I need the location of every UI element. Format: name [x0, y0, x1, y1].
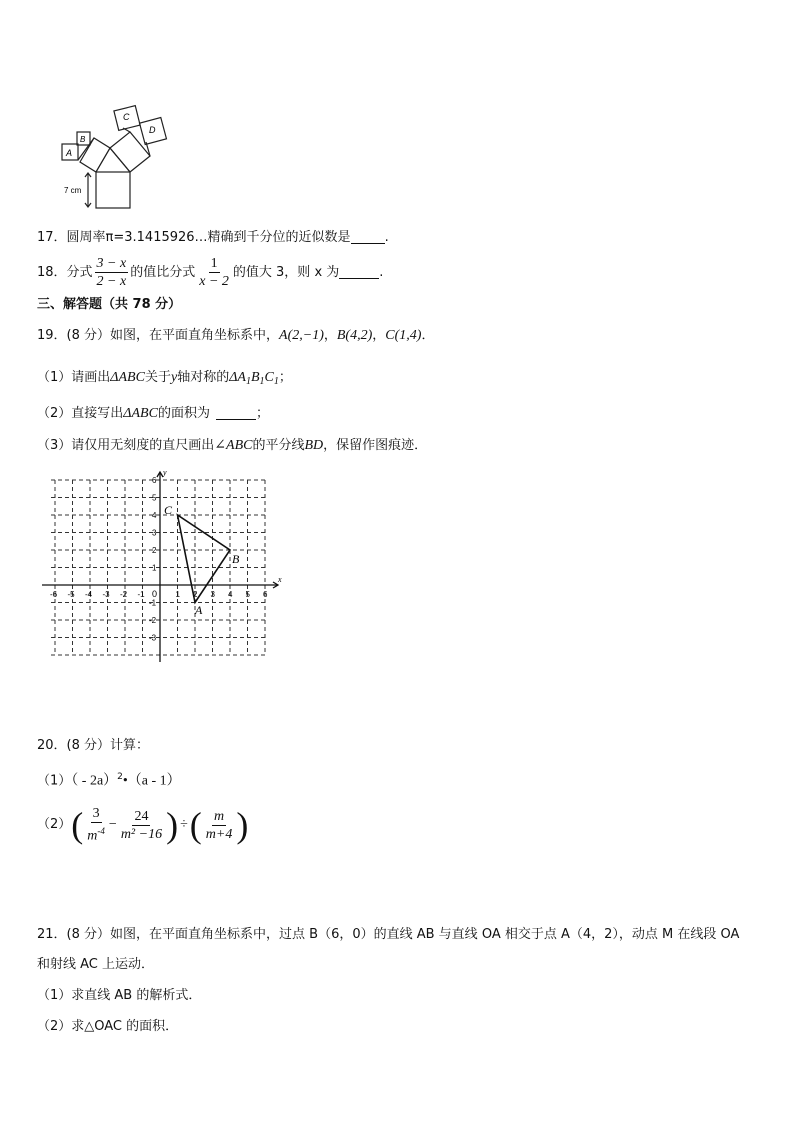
- x-tick-label: 2: [193, 590, 198, 599]
- q20-part-1: [37, 768, 181, 790]
- x-tick-label: 1: [175, 590, 180, 599]
- square-label-d: D: [149, 125, 156, 135]
- point-label-a: A: [195, 603, 203, 617]
- q20-p2-right-paren-1: ): [166, 805, 179, 845]
- q19-p2-end: ；: [255, 406, 269, 421]
- q20-p1-prefix: （1）: [37, 773, 72, 789]
- q19-p3-prefix: （3）请仅用无刻度的直尺画出: [37, 438, 215, 453]
- y-tick-label: 2: [152, 546, 157, 555]
- y-tick-label: 6: [152, 476, 157, 485]
- q20-f3-numerator: m: [213, 808, 225, 824]
- question-20-head: 20．(8 分）计算：: [37, 738, 150, 753]
- q19-p2-prefix: （2）直接写出: [37, 406, 124, 421]
- y-tick-label: 5: [152, 493, 157, 503]
- square-label-a: A: [66, 148, 73, 158]
- q20-p2-left-paren-1: (: [71, 805, 84, 845]
- y-tick-label: -1: [149, 598, 157, 608]
- q18-fraction-1: [95, 255, 129, 290]
- q19-separator-2: ，: [372, 328, 386, 343]
- pythagorean-squares-figure: [50, 98, 190, 216]
- q20-f1-den-base: m: [87, 828, 98, 844]
- q19-head-text: 19．(8 分）如图，在平面直角坐标系中，: [37, 328, 280, 343]
- q21-line-2: 和射线 AC 上运动．: [37, 957, 155, 972]
- q20-p1-exponent: 2: [117, 772, 123, 782]
- q20-f1-numerator: 3: [92, 806, 100, 822]
- q17-tail: .: [384, 230, 389, 245]
- origin-label: 0: [152, 589, 158, 599]
- axis-label-x: x: [278, 575, 282, 584]
- triangle-abc: [175, 515, 231, 603]
- q19-separator-1: ，: [323, 328, 337, 343]
- q19-p1-image-triangle: ΔA: [229, 370, 246, 385]
- section-3-title: 三、解答题（共 78 分）: [37, 297, 182, 312]
- q20-p2-left-paren-2: (: [189, 805, 202, 845]
- q19-p3-bd: BD: [304, 438, 324, 453]
- q19-p3-angle: ∠ABC: [214, 438, 253, 453]
- x-tick-label: 3: [210, 590, 215, 599]
- y-tick-label: 1: [152, 563, 157, 573]
- q19-point-c: C(1,4): [385, 328, 422, 343]
- q19-p2-mid: 的面积为: [157, 406, 210, 421]
- axis-label-y: y: [163, 468, 167, 477]
- q19-p1-sub-3: 1: [273, 376, 279, 387]
- q20-p2-minus: −: [108, 817, 117, 832]
- q20-f3-denominator: m+4: [205, 826, 233, 842]
- q18-frac1-numerator: 3 − x: [96, 256, 127, 271]
- coordinate-grid-figure: [38, 466, 288, 666]
- q19-part-1: [37, 369, 292, 391]
- q19-p1-mid: 关于: [144, 370, 171, 385]
- q19-point-b: B(4,2): [336, 328, 373, 343]
- q18-prefix: 18．分式: [37, 265, 93, 280]
- q21-line-1: 21．(8 分）如图，在平面直角坐标系中，过点 B（6，0）的直线 AB 与直线 OA 相交于点 A（4，2），动点 M 在线段 OA: [37, 927, 740, 942]
- q20-p2-fraction-1: [85, 805, 107, 845]
- q19-p2-triangle: ΔABC: [123, 406, 158, 421]
- q17-answer-blank: [351, 229, 385, 244]
- q19-p1-end: ；: [278, 370, 292, 385]
- x-tick-label: 5: [245, 590, 250, 599]
- x-tick-label: 6: [263, 590, 268, 599]
- grid-lines: [51, 480, 265, 655]
- q18-middle: 的值比分式: [130, 265, 196, 280]
- x-tick-label: 4: [228, 590, 233, 599]
- q18-suffix: 的值大 3，则 x 为: [232, 265, 340, 280]
- y-tick-label: 3: [152, 528, 157, 538]
- q18-tail: .: [379, 265, 384, 280]
- x-tick-label: -6: [50, 590, 58, 599]
- q20-p2-right-paren-2: ): [236, 805, 249, 845]
- q20-p2-fraction-2: [119, 808, 164, 843]
- q18-frac2-numerator: 1: [210, 256, 218, 271]
- q18-frac1-denominator: 2 − x: [96, 274, 127, 289]
- q19-part-3: [37, 437, 427, 455]
- q19-p1-sub-2: 1: [259, 376, 265, 387]
- q19-p1-triangle: ΔABC: [110, 370, 145, 385]
- q19-p1-c: C: [264, 370, 274, 385]
- q19-p2-answer-blank: [216, 405, 256, 420]
- q20-p2-prefix: （2）: [37, 817, 72, 832]
- point-label-c: C: [164, 503, 173, 517]
- q20-p2-fraction-3: [204, 808, 235, 843]
- x-tick-label: -1: [137, 590, 145, 599]
- q20-f2-denominator: m² −16: [120, 826, 163, 842]
- q19-p1-mid2: 轴对称的: [177, 370, 230, 385]
- x-tick-label: -3: [102, 590, 110, 599]
- point-label-b: B: [232, 552, 240, 566]
- q19-p3-end: ，保留作图痕迹．: [323, 438, 428, 453]
- square-label-b: B: [80, 135, 86, 144]
- q21-part-2: （2）求△OAC 的面积．: [37, 1019, 179, 1034]
- q17-text: 17．圆周率π=3.1415926…精确到千分位的近似数是: [37, 230, 351, 245]
- q19-p3-mid: 的平分线: [252, 438, 305, 453]
- q18-frac2-denominator: x − 2: [199, 274, 229, 289]
- q19-point-a: A(2,−1): [279, 328, 324, 343]
- q20-f1-denominator: [85, 823, 107, 845]
- q20-f1-den-exponent: -4: [97, 826, 105, 837]
- y-tick-label: -3: [149, 633, 157, 643]
- question-19-head: [37, 327, 434, 345]
- q19-p1-b: B: [250, 370, 260, 385]
- q19-head-end: ．: [421, 328, 435, 343]
- x-tick-label: -5: [67, 590, 75, 599]
- q19-p1-sub-1: 1: [245, 376, 251, 387]
- q20-part-2: [37, 803, 248, 847]
- q21-part-1: （1）求直线 AB 的解析式．: [37, 988, 202, 1003]
- q20-p1-rest: •（a - 1）: [122, 773, 181, 789]
- q20-p2-divide: ÷: [180, 817, 188, 832]
- y-tick-label: 4: [152, 511, 157, 520]
- q18-fraction-2: [197, 255, 231, 290]
- question-18: [37, 255, 383, 290]
- q18-answer-blank: [339, 264, 379, 279]
- q20-p1-expression: （ - 2a）: [71, 773, 118, 789]
- question-17: [37, 229, 389, 247]
- x-tick-label: -4: [85, 590, 93, 599]
- x-tick-label: -2: [120, 590, 128, 599]
- q19-p1-prefix: （1）请画出: [37, 370, 111, 385]
- q20-f2-numerator: 24: [134, 808, 149, 824]
- square-label-c: C: [123, 112, 130, 122]
- dimension-label: 7 cm: [64, 186, 82, 195]
- q19-p1-axis: y: [170, 370, 178, 385]
- q19-part-2: [37, 405, 269, 423]
- y-tick-label: -2: [149, 616, 157, 625]
